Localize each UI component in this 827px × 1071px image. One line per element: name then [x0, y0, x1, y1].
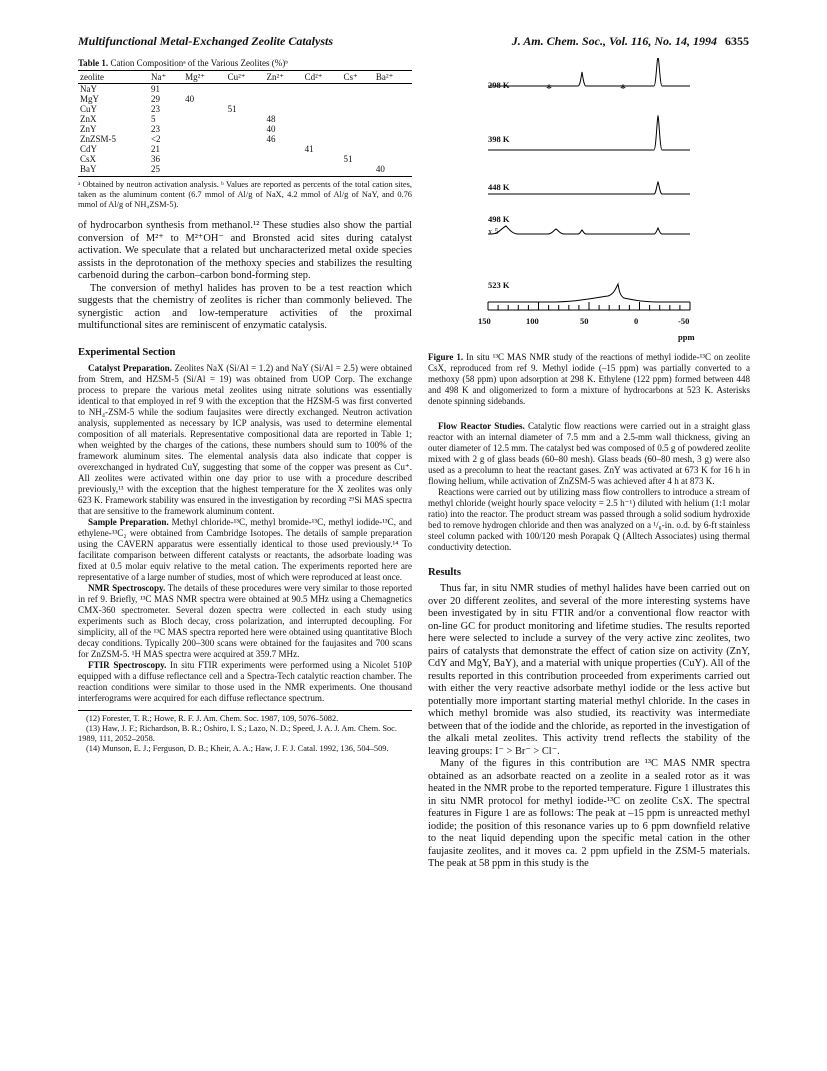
- composition-cell: [303, 94, 342, 104]
- composition-cell: [183, 124, 225, 134]
- composition-cell: [183, 84, 225, 95]
- spectrum-448K: [488, 182, 690, 194]
- composition-cell: [374, 154, 412, 164]
- trace-label: 523 K: [488, 280, 510, 290]
- composition-cell: 29: [150, 94, 160, 104]
- experimental-paragraph: [78, 363, 412, 517]
- table1-footnote: ᵃ Obtained by neutron activation analysis. ᵇ Values are reported as percents of the total cation sites, taken as the aluminum content (6.7 mmol of Al/g of NaX, 4.2 mmol of Al/g of NaY, and 0.76 mmol of Al/g of NH₄ZSM-5).: [78, 180, 412, 209]
- composition-cell: [265, 164, 303, 177]
- spectrum-398K: [488, 116, 690, 150]
- composition-cell: [303, 124, 342, 134]
- journal-citation: J. Am. Chem. Soc., Vol. 116, No. 14, 1994: [511, 34, 717, 48]
- composition-cell: 25: [149, 164, 183, 177]
- intro-text: [78, 220, 412, 333]
- intro-paragraph: of hydrocarbon synthesis from methanol.¹² These studies also show the partial conversion of M²⁺ to M²⁺OH⁻ and Bronsted acid sites during catalyst activation. We speculate that a related but uncharacterized metal oxide species assists in the deprotonation of the methoxy species and stabilizes the resulting carbenoid during the carbon–carbon bond-forming step.: [78, 220, 412, 281]
- composition-cell: 40: [266, 124, 276, 134]
- composition-cell: [303, 84, 342, 95]
- figure1-caption: [428, 352, 750, 407]
- zeolite-name-cell: BaY: [78, 164, 149, 177]
- composition-cell: [342, 134, 374, 144]
- nmr-stack-plot: [428, 58, 750, 348]
- results-paragraph: Many of the figures in this contribution are ¹³C MAS NMR spectra obtained as an adsorbate reacted on a zeolite in a sealed rotor as it was heated in the NMR probe to the reported temperature. Figure 1 illustrates this in situ NMR protocol for methyl iodide-¹³C on zeolite CsX. The spectral features in Figure 1 are as follows: The peak at –15 ppm is unreacted methyl iodide; the position of this resonance varies up to 6 ppm downfield relative to the neat liquid depending upon the specific metal cation in the other faujasite zeolites, and it moves ca. 2 ppm upfield in the ZSM-5 materials. The peak at 58 ppm in this study is the: [428, 758, 750, 869]
- composition-cell: 51: [227, 104, 237, 114]
- composition-cell: [265, 84, 303, 95]
- running-header-title: Multifunctional Metal-Exchanged Zeolite Catalysts: [78, 34, 334, 48]
- axis-tick-label: 0: [634, 316, 639, 326]
- composition-cell: 46: [266, 134, 276, 144]
- composition-cell: [374, 84, 412, 95]
- composition-cell: 41: [304, 144, 314, 154]
- subsection-lead: Flow Reactor Studies.: [438, 421, 525, 431]
- results-paragraph: Thus far, in situ NMR studies of methyl halides have been carried out on over 20 different zeolites, and several of the more interesting systems have been investigated by in situ FTIR and/or a conventional flow reactor with on-line GC for product monitoring and lifetime studies. The results reported here were selected to include a survey of the very active zinc zeolites, two pairs of catalysts that demonstrate the effect of cation size on activity (ZnY, CdY and MgY, BaY), and a material with unique properties (CuY). All of the results reported in this contribution proceeded from experiments carried out with either the very reactive adsorbate methyl iodide or the less active but potentially more important starting material methyl chloride. In the cases in which methyl bromide was also studied, its reactivity was intermediate between that of the iodide and the chloride, as reported in the investigation of the alkali metal zeolites. This activity trend reflects the stability of the leaving groups: I⁻ > Br⁻ > Cl⁻.: [428, 583, 751, 757]
- results-section: [428, 583, 750, 871]
- figure1-caption-text: In situ ¹³C MAS NMR study of the reactions of methyl iodide-¹³C on zeolite CsX, reproduced from ref 9. Methyl iodide (–15 ppm) was partially converted to a methoxy (58 ppm) upon adsorption at 298 K. Ethylene (122 ppm) formed between 448 and 498 K and oligomerized to form a mixture of hydrocarbons at 523 K. Asterisks denote spinning sidebands.: [428, 352, 750, 406]
- zeolite-name-cell: CuY: [80, 104, 98, 114]
- trace-multiplier: x 5: [488, 226, 499, 236]
- composition-cell: [183, 114, 225, 124]
- axis-tick-label: 150: [478, 316, 491, 326]
- composition-cell: [374, 124, 412, 134]
- table-row: [78, 134, 412, 144]
- composition-cell: <2: [150, 134, 161, 144]
- composition-cell: [226, 164, 265, 177]
- subsection-lead: Sample Preparation.: [88, 516, 169, 527]
- composition-cell: 23: [150, 124, 160, 134]
- table-row: [78, 104, 412, 114]
- table-row: [78, 124, 412, 134]
- composition-cell: [183, 104, 225, 114]
- trace-label: 448 K: [488, 182, 510, 192]
- table-header-row: [78, 71, 412, 84]
- intro-paragraph: The conversion of methyl halides has proven to be a test reaction which suggests that the chemistry of zeolites is richer than commonly believed. The synergistic action and low-temperature activities of the proximal multifunctional sites are reminiscent of enzymatic catalysis.: [78, 282, 412, 331]
- composition-cell: [342, 164, 374, 177]
- table-row: [78, 144, 412, 154]
- composition-cell: 48: [266, 114, 276, 124]
- composition-cell: [303, 114, 342, 124]
- subsection-lead: Catalyst Preparation.: [88, 362, 173, 373]
- axis-tick-label: 100: [526, 316, 539, 326]
- composition-cell: [226, 84, 265, 95]
- composition-cell: [226, 94, 265, 104]
- zeolite-name-cell: CsX: [80, 154, 97, 164]
- column-header: Mg²⁺: [183, 71, 225, 84]
- composition-cell: [374, 104, 412, 114]
- composition-cell: [226, 124, 265, 134]
- composition-cell: 91: [150, 84, 160, 94]
- running-header-journal: [512, 34, 749, 49]
- reference-item: (13) Haw, J. F.; Richardson, B. R.; Oshiro, I. S.; Lazo, N. D.; Speed, J. A. J. Am. Chem. Soc. 1989, 111, 2052–2058.: [78, 723, 397, 743]
- flow-paragraph: [428, 421, 750, 487]
- composition-cell: [342, 84, 374, 95]
- page-number: 6355: [725, 34, 749, 48]
- composition-cell: 36: [150, 154, 160, 164]
- cation-composition-table: [78, 70, 412, 177]
- composition-cell: 40: [185, 94, 195, 104]
- composition-cell: [342, 144, 374, 154]
- subsection-lead: FTIR Spectroscopy.: [88, 659, 167, 670]
- table1-title: Cation Compositionᵃ of the Various Zeolites (%)ᵇ: [110, 58, 288, 68]
- composition-cell: [303, 104, 342, 114]
- trace-label: 298 K: [488, 80, 510, 90]
- composition-cell: [374, 134, 412, 144]
- zeolite-name-cell: ZnY: [80, 124, 97, 134]
- spectrum-298K: [488, 58, 690, 86]
- figure1-label: Figure 1.: [428, 352, 464, 362]
- table-row: [78, 114, 412, 124]
- zeolite-name-cell: ZnZSM-5: [80, 134, 116, 144]
- paragraph-text: Zeolites NaX (Si/Al = 1.2) and NaY (Si/Al = 2.5) were obtained from Strem, and HZSM-5 (Si/Al = 19) was obtained from UOP Corp. The exchange process to prepare the various metal zeolites using nitrate solutions was essentially identical to that employed in ref 9 with the exception that the HZSM-5 was first converted to NH₄-ZSM-5 while the sodium faujasites were directly exchanged. Neutron activation analysis, supplemented as necessary by ICP analysis, was used to determine elemental composition of all materials. Representative compositional data are reported in Table 1; when weighted by the charges of the cations, these numbers should sum to 100% of the framework aluminum sites. The elemental analysis data also indicate that copper is overexchanged in hydrated CuY, suggesting that some of the copper was present as Cu⁺. All zeolites were activated within one day prior to use with a procedure described previously,¹³ with the exception that the highest temperature for the X zeolites was only 623 K. Framework stability was ensured in the investigation by recording ²⁹Si MAS spectra that are sensitive to the framework aluminum content.: [78, 362, 413, 516]
- left-column: [78, 58, 412, 754]
- composition-cell: [226, 144, 265, 154]
- reference-item: (12) Forester, T. R.; Howe, R. F. J. Am. Chem. Soc. 1987, 109, 5076–5082.: [86, 713, 339, 723]
- composition-cell: [374, 114, 412, 124]
- composition-cell: [342, 124, 374, 134]
- composition-cell: [183, 164, 225, 177]
- composition-cell: [226, 114, 265, 124]
- composition-cell: [342, 104, 374, 114]
- experimental-heading: Experimental Section: [78, 346, 176, 358]
- table-row: [78, 84, 412, 95]
- composition-cell: [303, 134, 342, 144]
- spectrum-498K: [488, 226, 690, 234]
- column-header: Cu²⁺: [226, 71, 265, 84]
- composition-cell: 23: [150, 104, 160, 114]
- table1-caption: [78, 58, 412, 68]
- zeolite-name-cell: NaY: [80, 84, 97, 94]
- column-header: Cd²⁺: [303, 71, 342, 84]
- trace-label: 398 K: [488, 134, 510, 144]
- right-column: [428, 58, 750, 871]
- composition-cell: [183, 144, 225, 154]
- trace-label: 498 K: [488, 214, 510, 224]
- paragraph-text: The details of these procedures were very similar to those reported in ref 9. Briefly, ¹³C MAS NMR spectra were obtained at 90.5 MHz using a Chemagnetics CMX-360 spectrometer. Several dozen spectra were collected in each study using experiments such as Bloch decay, cross polarization, and interrupted decoupling. For simplicity, all of the ¹³C MAS spectra reported here were obtained using quantitative Bloch decay conditions. Typically 200–300 scans were obtained for the faujasites and 700 scans for ZnZSM-5. ¹H MAS spectra were acquired at 359.7 MHz.: [78, 582, 412, 659]
- paragraph-text: Methyl chloride-¹³C, methyl bromide-¹³C, methyl iodide-¹³C, and ethylene-¹³C₂ were obtained from Cambridge Isotopes. The details of sample preparation using the CAVERN apparatus were essentially identical to those used previously.¹⁴ To facilitate comparison between different catalysts or reactants, the adsorbate loading was fixed at 0.5 molar equiv relative to the metal cation. The experiments reported here are representative of a large number of studies, most of which were reproduced at least once.: [78, 516, 412, 582]
- composition-cell: [374, 144, 412, 154]
- column-header: Ba²⁺: [374, 71, 412, 84]
- reference-item: (14) Munson, E. J.; Ferguson, D. B.; Kheir, A. A.; Haw, J. F. J. Catal. 1992, 136, 504–509.: [86, 743, 389, 753]
- composition-cell: [265, 154, 303, 164]
- experimental-paragraph: [78, 517, 412, 583]
- axis-unit-label: ppm: [678, 332, 695, 342]
- composition-cell: 51: [343, 154, 353, 164]
- column-header: zeolite: [78, 71, 149, 84]
- sideband-asterisk: *: [620, 81, 626, 95]
- column-header: Cs⁺: [342, 71, 374, 84]
- composition-cell: [342, 114, 374, 124]
- composition-cell: 40: [374, 164, 412, 177]
- column-header: Na⁺: [149, 71, 183, 84]
- composition-cell: 21: [150, 144, 160, 154]
- experimental-paragraph: [78, 583, 412, 660]
- table-row: [78, 164, 412, 177]
- zeolite-name-cell: CdY: [80, 144, 98, 154]
- column-header: Zn²⁺: [265, 71, 303, 84]
- table-row: [78, 94, 412, 104]
- sideband-asterisk: *: [546, 81, 552, 95]
- table1-label: Table 1.: [78, 58, 109, 68]
- composition-cell: [303, 164, 342, 177]
- table-row: [78, 154, 412, 164]
- results-heading: Results: [428, 567, 461, 578]
- figure1-nmr-spectra: [428, 58, 750, 348]
- references: [78, 710, 412, 754]
- zeolite-name-cell: ZnX: [80, 114, 97, 124]
- axis-tick-label: 50: [580, 316, 589, 326]
- experimental-section: [78, 363, 412, 704]
- composition-cell: 5: [150, 114, 156, 124]
- composition-cell: [265, 144, 303, 154]
- composition-cell: [226, 154, 265, 164]
- composition-cell: [265, 94, 303, 104]
- experimental-paragraph: [78, 660, 412, 704]
- axis-tick-label: -50: [678, 316, 690, 326]
- flow-paragraph: Reactions were carried out by utilizing mass flow controllers to introduce a stream of methyl chloride (weight hourly space velocity = 2.5 h⁻¹) diluted with helium (1:1 molar ratio) into the reactor. The product stream was passed through a solid sodium hydroxide bed to remove hydrogen chloride and then was analyzed on a ¹/₈-in. o.d. by 6-ft stainless steel column packed with 100/120 mesh Porapak Q (Alltech Associates) using thermal conductivity detection.: [428, 487, 750, 552]
- subsection-lead: NMR Spectroscopy.: [88, 582, 166, 593]
- composition-cell: [265, 104, 303, 114]
- composition-cell: [183, 154, 225, 164]
- spectrum-523K: [488, 284, 690, 302]
- table-body: [78, 84, 412, 177]
- composition-cell: [226, 134, 265, 144]
- zeolite-name-cell: MgY: [80, 94, 100, 104]
- flow-reactor-section: [428, 421, 750, 553]
- composition-cell: [342, 94, 374, 104]
- paragraph-text: Catalytic flow reactions were carried out in a straight glass reactor with an internal diameter of 7.5 mm and a 2.5-mm wall thickness, giving an outer diameter of 12.5 mm. The catalyst bed was composed of 0.5 g of powdered zeolite mixed with 2 g of glass beads (60–80 mesh). Glass beads (60–80 mesh, 3 g) were also used as a precolumn to heat the reactant gases. ZnY was activated at 673 K for 16 h in flowing helium, while activation of ZnZSM-5 was achieved after 4 h at 873 K.: [428, 421, 751, 486]
- composition-cell: [374, 94, 412, 104]
- composition-cell: [303, 154, 342, 164]
- paragraph-text: In situ FTIR experiments were performed using a Nicolet 510P equipped with a diffuse reflectance cell and a Spectra-Tech catalytic reaction chamber. The reaction conditions were similar to those used in the NMR experiments. One thousand interferograms were acquired for each diffuse reflectance spectrum.: [78, 659, 412, 703]
- composition-cell: [183, 134, 225, 144]
